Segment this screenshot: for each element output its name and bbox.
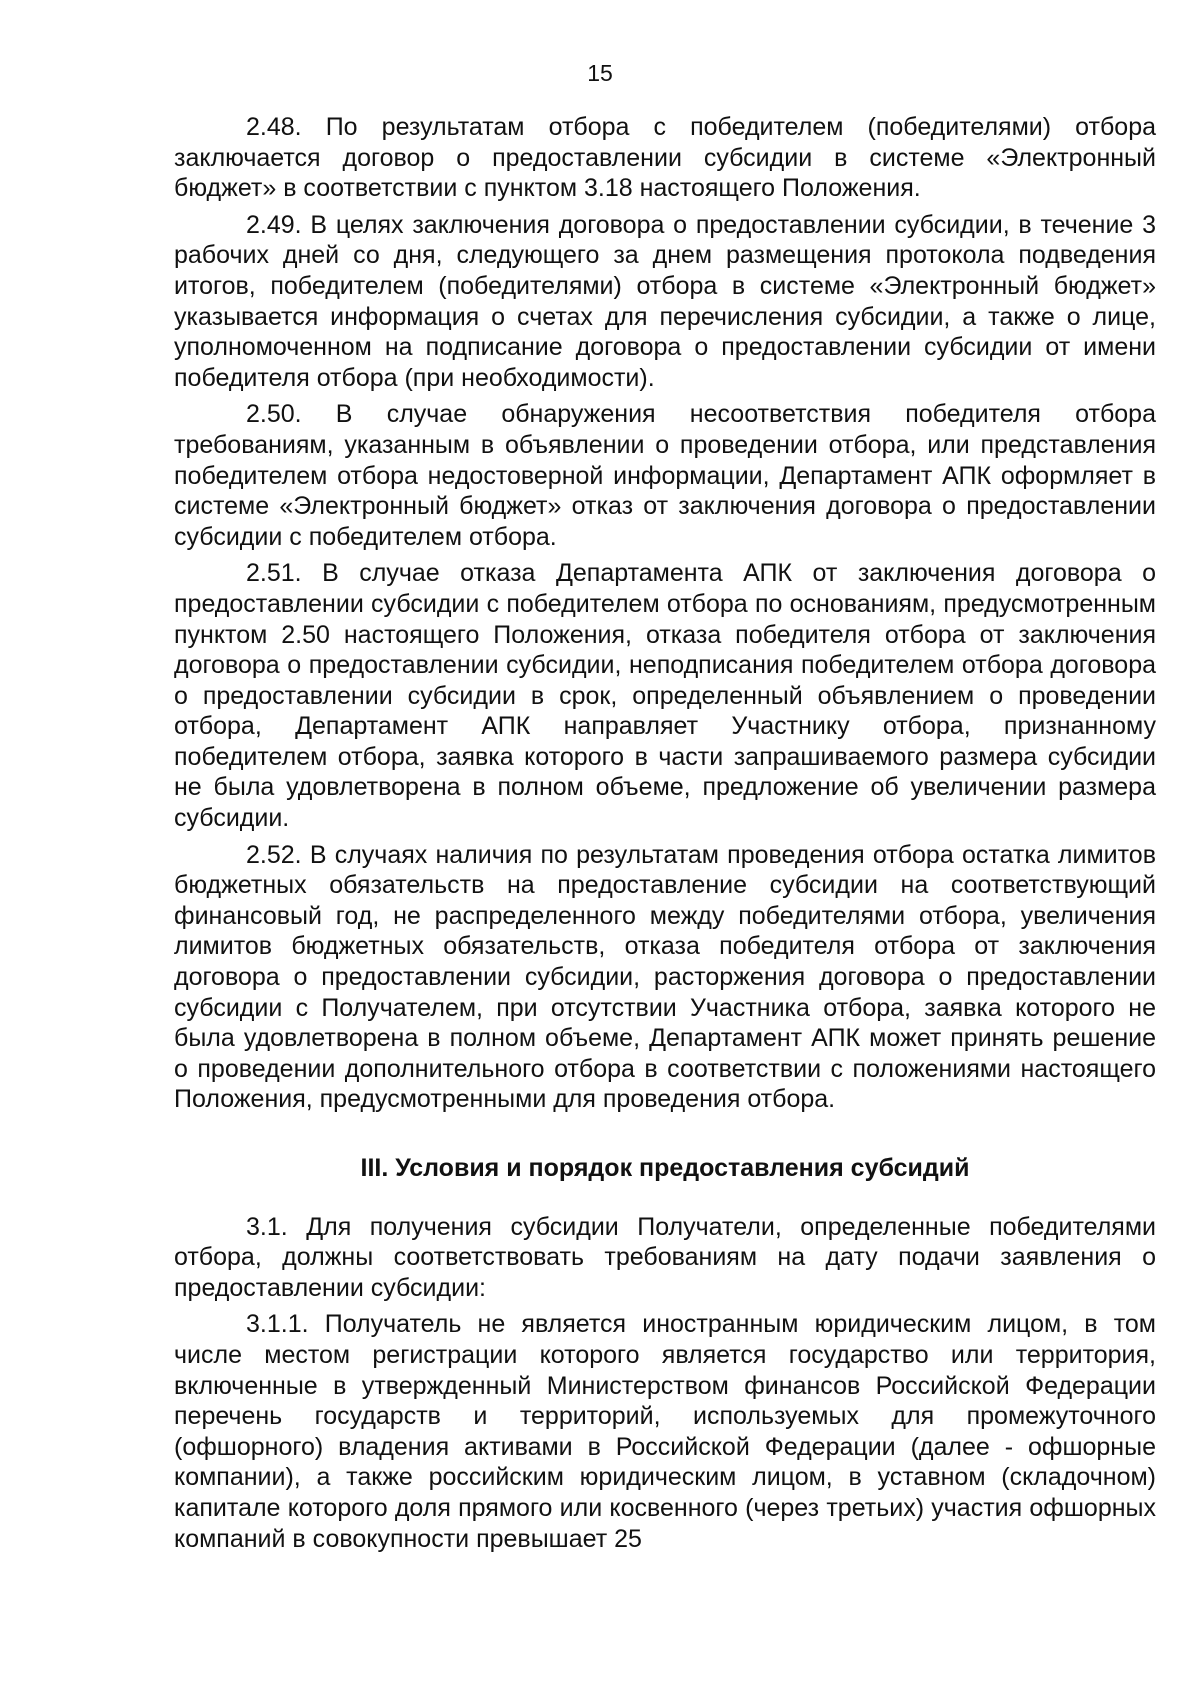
- paragraph-3-1: 3.1. Для получения субсидии Получатели, определенные победителями отбора, должны соответствовать требованиям на дату подачи заявления о предоставлении субсидии:: [174, 1212, 1156, 1302]
- paragraph-2-52: 2.52. В случаях наличия по результатам проведения отбора остатка лимитов бюджетных обязательств на предоставление субсидии на соответствующий финансовый год, не распределенного между победителями отбора, увеличения лимитов бюджетных обязательств, отказа победителя отбора от заключения договора о предоставлении субсидии, расторжения договора о предоставлении субсидии с Получателем, при отсутствии Участника отбора, заявка которого не была удовлетворена в полном объеме, Департамент АПК может принять решение о проведении дополнительного отбора в соответствии с положениями настоящего Положения, предусмотренными для проведения отбора.: [174, 840, 1156, 1114]
- paragraph-2-48: 2.48. По результатам отбора с победителем (победителями) отбора заключается договор о предоставлении субсидии в системе «Электронный бюджет» в соответствии с пунктом 3.18 настоящего Положения.: [174, 113, 1156, 203]
- paragraph-3-1-1: 3.1.1. Получатель не является иностранным юридическим лицом, в том числе местом регистрации которого является государство или территория, включенные в утвержденный Министерством финансов Российской Федерации перечень государств и территорий, используемых для промежуточного (офшорного) владения активами в Российской Федерации (далее - офшорные компании), а также российским юридическим лицом, в уставном (складочном) капитале которого доля прямого или косвенного (через третьих) участия офшорных компаний в совокупности превышает 25: [174, 1310, 1156, 1553]
- paragraph-2-50: 2.50. В случае обнаружения несоответствия победителя отбора требованиям, указанным в объявлении о проведении отбора, или представления победителем отбора недостоверной информации, Департамент АПК оформляет в системе «Электронный бюджет» отказ от заключения договора о предоставлении субсидии с победителем отбора.: [174, 400, 1156, 551]
- paragraph-2-51: 2.51. В случае отказа Департамента АПК от заключения договора о предоставлении субсидии с победителем отбора по основаниям, предусмотренным пунктом 2.50 настоящего Положения, отказа победителя отбора от заключения договора о предоставлении субсидии, неподписания победителем отбора договора о предоставлении субсидии в срок, определенный объявлением о проведении отбора, Департамент АПК направляет Участнику отбора, признанному победителем отбора, заявка которого в части запрашиваемого размера субсидии не была удовлетворена в полном объеме, предложение об увеличении размера субсидии.: [174, 559, 1156, 833]
- paragraph-2-49: 2.49. В целях заключения договора о предоставлении субсидии, в течение 3 рабочих дней со дня, следующего за днем размещения протокола подведения итогов, победителем (победителями) отбора в системе «Электронный бюджет» указывается информация о счетах для перечисления субсидии, а также о лице, уполномоченном на подписание договора о предоставлении субсидии от имени победителя отбора (при необходимости).: [174, 210, 1156, 392]
- section-heading: III. Условия и порядок предоставления субсидий: [360, 1154, 970, 1182]
- page-number: 15: [587, 60, 613, 86]
- document-body: [174, 112, 1156, 1560]
